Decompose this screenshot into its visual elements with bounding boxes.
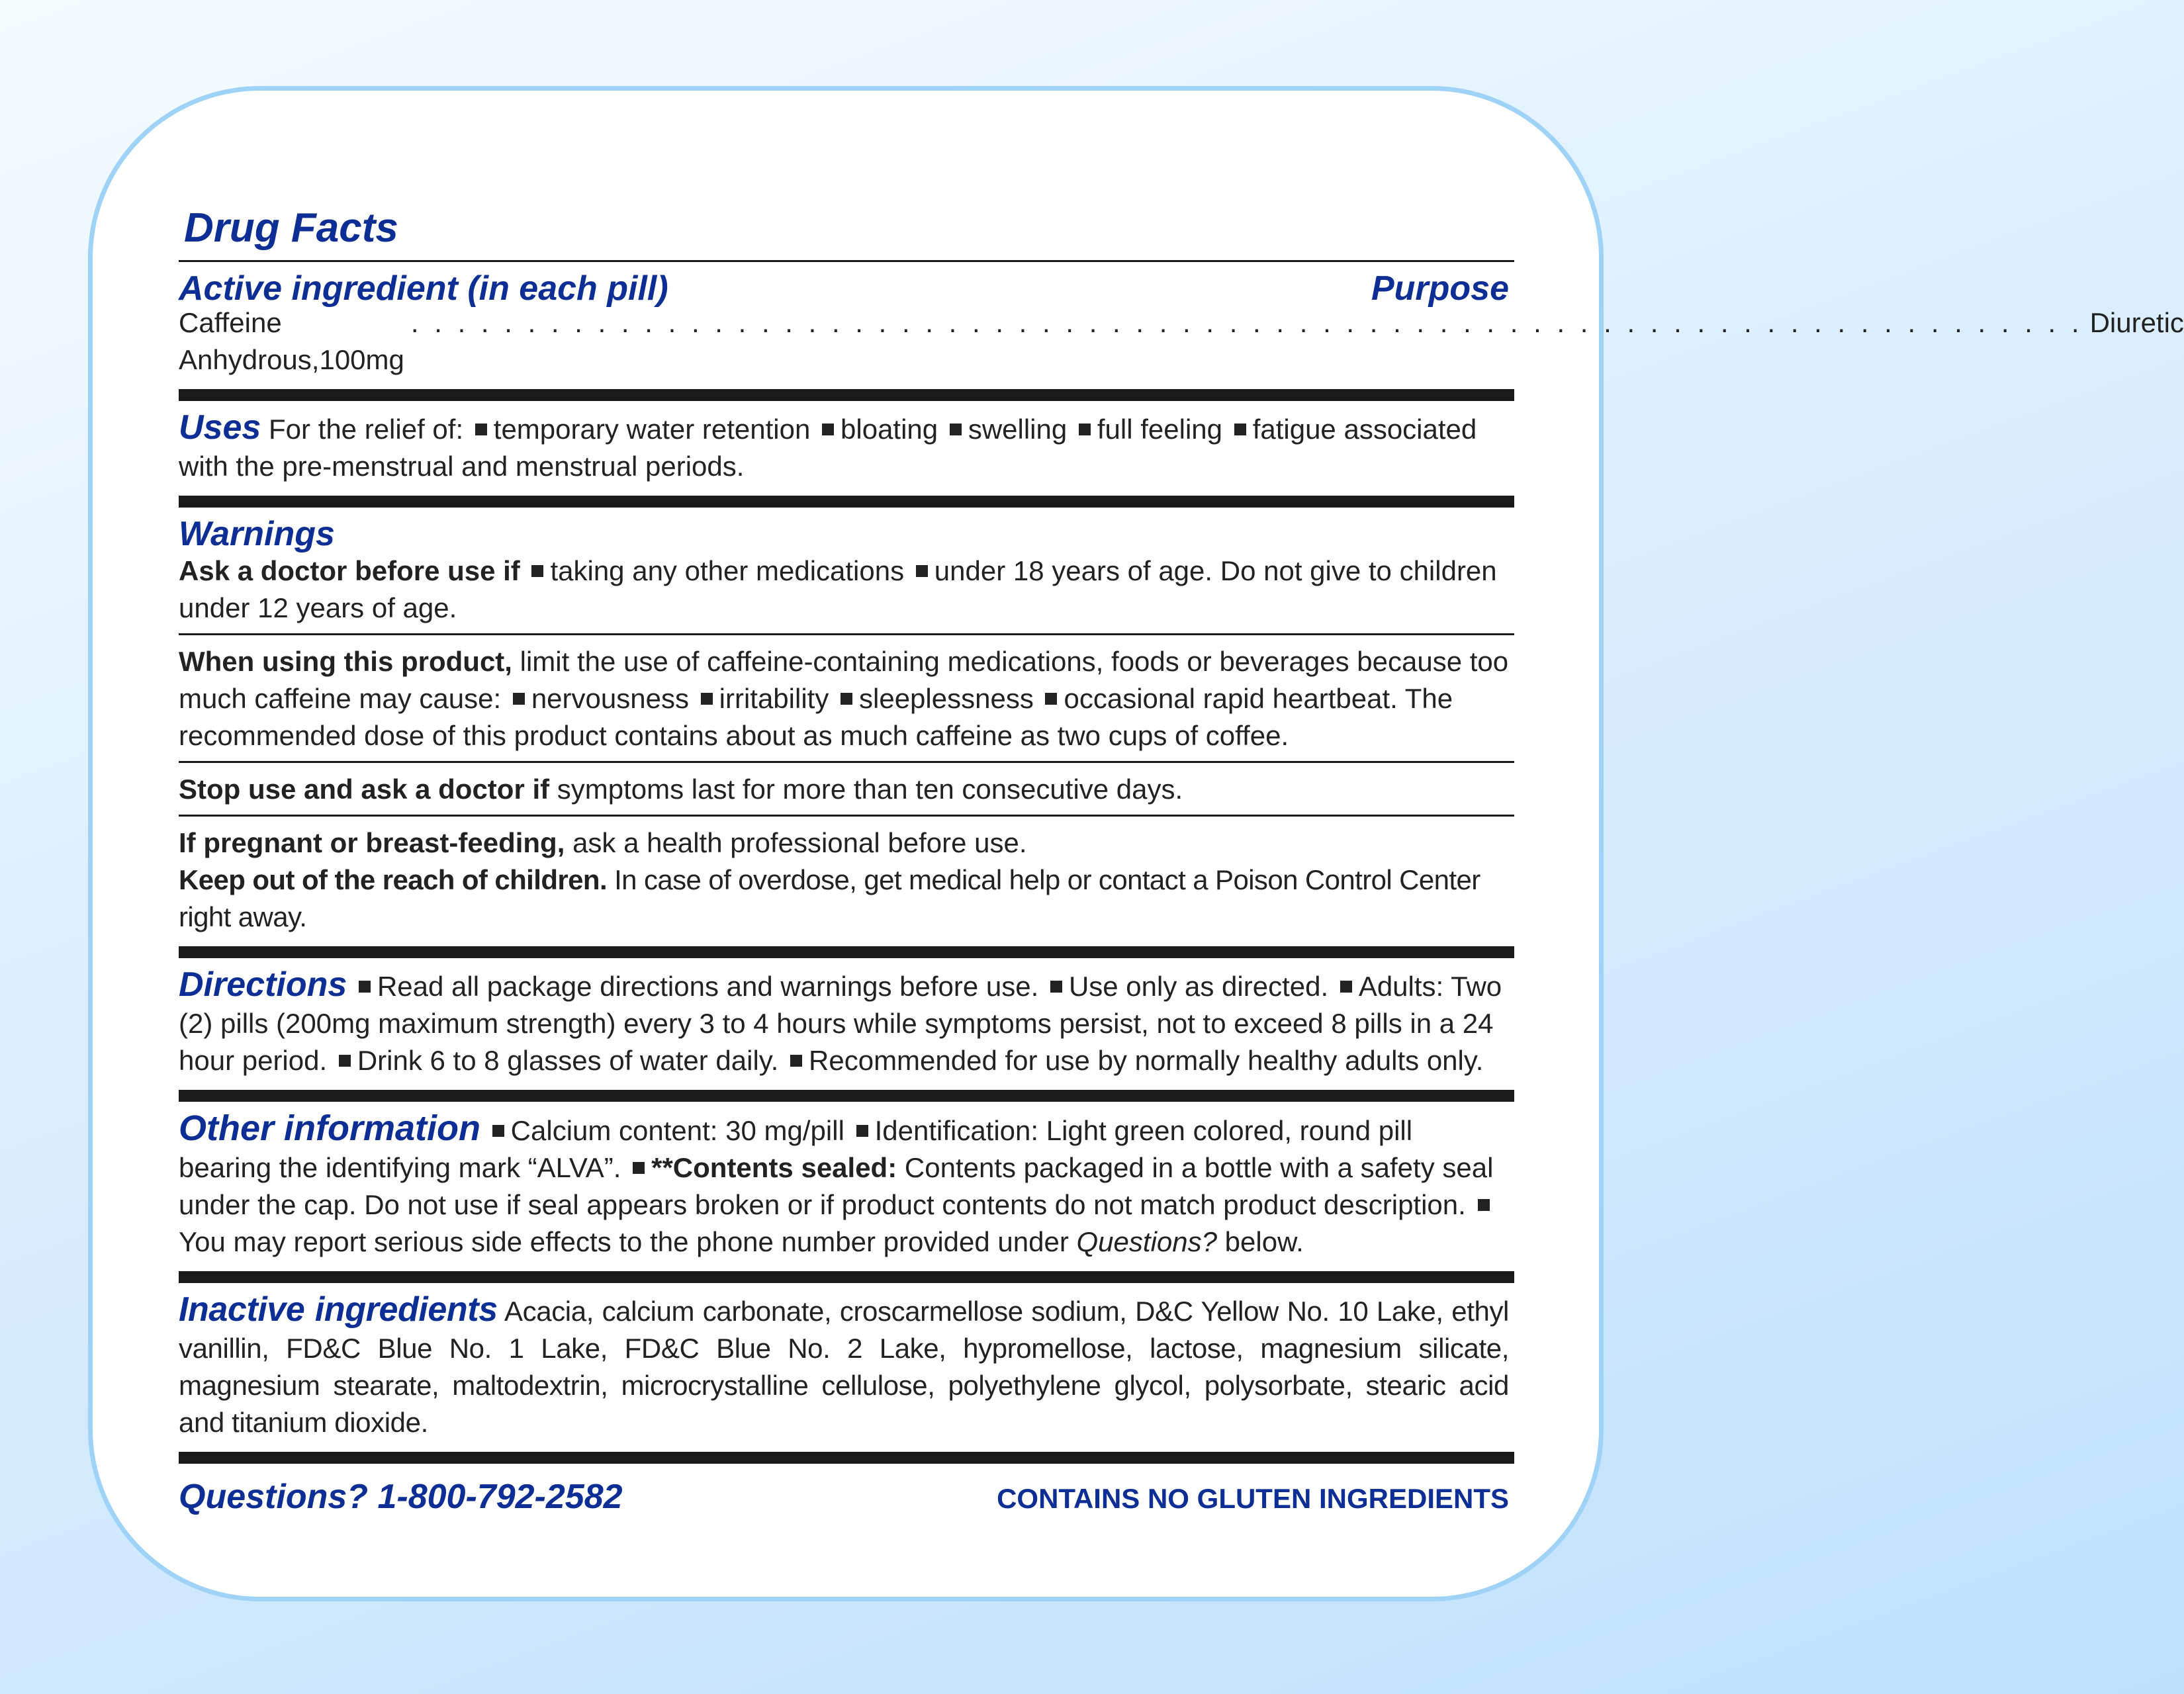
- ask-doctor-item: taking any other medications: [550, 555, 905, 586]
- inactive-ingredients-text: Acacia, calcium carbonate, croscarmellose sodium, D&C Yellow No. 10 Lake, ethyl vanillin, FD&C Blue No. 1 Lake, FD&C Blue No. 2 Lake, hypromellose, lactose, magnesium silicate, magnesium stearate, maltodextrin, microcrystalline cellulose, polyethylene glycol, polysorbate, stearic acid and titanium dioxide.: [179, 1296, 1509, 1438]
- side-effect-item: nervousness: [531, 683, 689, 714]
- pregnancy-section: [179, 817, 1514, 946]
- ask-doctor-lead: Ask a doctor before use if: [179, 555, 520, 586]
- bullet-icon: [633, 1162, 645, 1174]
- calcium-content: Calcium content: 30 mg/pill: [510, 1115, 844, 1146]
- directions-section: [179, 958, 1514, 1090]
- active-ingredient-section: [179, 262, 2184, 389]
- uses-section: [179, 401, 1514, 496]
- uses-intro: For the relief of:: [268, 414, 464, 445]
- side-effect-item: irritability: [719, 683, 829, 714]
- gluten-statement: CONTAINS NO GLUTEN INGREDIENTS: [997, 1483, 1509, 1514]
- uses-item: fatigue associated with the pre-menstrual and menstrual periods.: [179, 414, 1477, 482]
- when-using-section: [179, 635, 1514, 761]
- bullet-icon: [822, 424, 834, 435]
- bullet-icon: [531, 565, 543, 577]
- bullet-icon: [1478, 1199, 1490, 1211]
- bullet-icon: [359, 981, 371, 993]
- when-using-text: limit the use of caffeine-containing medications, foods or beverages because too much caffeine may cause:: [179, 646, 1509, 714]
- directions-heading: Directions: [179, 965, 347, 1004]
- side-effect-item: sleeplessness: [859, 683, 1034, 714]
- report-text: You may report serious side effects to the phone number provided under: [179, 1226, 1069, 1257]
- bullet-icon: [916, 565, 928, 577]
- divider-thick: [179, 1090, 1514, 1102]
- pregnancy-lead: If pregnant or breast-feeding,: [179, 827, 565, 858]
- bullet-icon: [1079, 424, 1091, 435]
- bullet-icon: [1340, 981, 1352, 993]
- bullet-icon: [492, 1125, 504, 1137]
- directions-item: Recommended for use by normally healthy adults only.: [809, 1045, 1484, 1076]
- stop-use-text: symptoms last for more than ten consecutive days.: [557, 774, 1183, 805]
- identification: Identification: Light green colored, round pill bearing the identifying mark “ALVA”.: [179, 1115, 1413, 1183]
- divider-thick: [179, 1452, 1514, 1464]
- bullet-icon: [1045, 693, 1057, 705]
- uses-item: full feeling: [1097, 414, 1223, 445]
- warnings-heading: Warnings: [179, 515, 335, 553]
- divider-thick: [179, 389, 1514, 401]
- directions-item: Adults: Two (2) pills (200mg maximum strength) every 3 to 4 hours while symptoms persist, not to exceed 8 pills in a 24 hour period.: [179, 971, 1502, 1076]
- contents-sealed-lead: **Contents sealed:: [651, 1152, 897, 1183]
- active-ingredient-name: Caffeine Anhydrous,100mg: [179, 307, 404, 375]
- keep-out-lead: Keep out of the reach of children.: [179, 864, 608, 895]
- pregnancy-text: ask a health professional before use.: [572, 827, 1027, 858]
- bullet-icon: [950, 424, 962, 435]
- uses-item: swelling: [968, 414, 1068, 445]
- stop-use-section: [179, 763, 1514, 815]
- drug-facts-label: [179, 202, 2184, 1517]
- bullet-icon: [790, 1055, 802, 1067]
- uses-heading: Uses: [179, 408, 261, 447]
- divider-thick: [179, 496, 1514, 508]
- active-ingredient-heading: Active ingredient (in each pill): [179, 269, 668, 308]
- ask-doctor-item: under 18 years of age. Do not give to children under 12 years of age.: [179, 555, 1497, 623]
- directions-item: Use only as directed.: [1068, 971, 1329, 1002]
- uses-item: temporary water retention: [493, 414, 811, 445]
- keep-out-text: In case of overdose, get medical help or contact a Poison Control Center right away.: [179, 864, 1480, 932]
- when-using-tail: The recommended dose of this product contains about as much caffeine as two cups of coffee.: [179, 683, 1453, 751]
- when-using-lead: When using this product,: [179, 646, 512, 677]
- report-questions-ref: Questions?: [1076, 1226, 1217, 1257]
- bullet-icon: [475, 424, 487, 435]
- bullet-icon: [856, 1125, 868, 1137]
- bullet-icon: [841, 693, 852, 705]
- warnings-section: [179, 508, 1514, 633]
- bullet-icon: [513, 693, 525, 705]
- stop-use-lead: Stop use and ask a doctor if: [179, 774, 550, 805]
- dot-leader: . . . . . . . . . . . . . . . . . . . . . . . . . . . . . . . . . . . . . . . . . . . . . . . . . . . . . . . . . . . . . . . . . . . . . . . .: [410, 307, 2083, 338]
- drug-facts-title: Drug Facts: [184, 205, 398, 251]
- purpose-value: Diuretic: [2089, 307, 2184, 338]
- divider-thick: [179, 1271, 1514, 1283]
- purpose-heading: Purpose: [1371, 269, 1509, 308]
- contents-sealed-text: Contents packaged in a bottle with a safety seal under the cap. Do not use if seal appears broken or if product contents do not match product description.: [179, 1152, 1494, 1220]
- uses-item: bloating: [841, 414, 938, 445]
- directions-item: Read all package directions and warnings before use.: [377, 971, 1039, 1002]
- other-information-heading: Other information: [179, 1108, 480, 1148]
- directions-item: Drink 6 to 8 glasses of water daily.: [357, 1045, 779, 1076]
- divider-thick: [179, 946, 1514, 958]
- bullet-icon: [1050, 981, 1062, 993]
- bullet-icon: [701, 693, 713, 705]
- questions-phone: Questions? 1-800-792-2582: [179, 1478, 623, 1516]
- report-tail: below.: [1224, 1226, 1304, 1257]
- inactive-ingredients-heading: Inactive ingredients: [179, 1290, 498, 1329]
- bullet-icon: [339, 1055, 351, 1067]
- side-effect-item: occasional rapid heartbeat.: [1064, 683, 1398, 714]
- other-information-section: [179, 1102, 1514, 1271]
- inactive-ingredients-section: [179, 1283, 1514, 1452]
- bullet-icon: [1234, 424, 1246, 435]
- footer: [179, 1464, 1514, 1517]
